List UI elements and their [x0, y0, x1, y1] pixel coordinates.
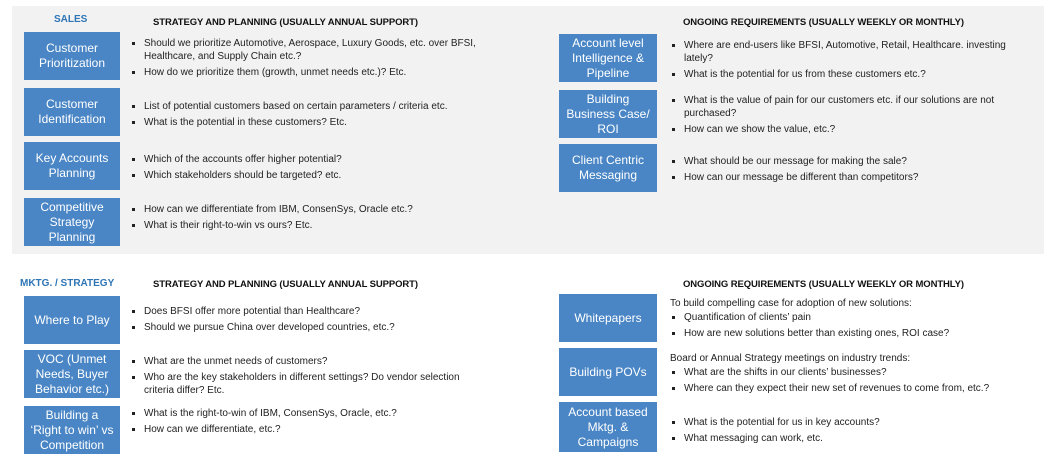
bullet-item: List of potential customers based on certain parameters / criteria etc.: [130, 100, 510, 113]
bullet-item: What are the shifts in our clients’ businesses?: [670, 366, 1032, 379]
bullet-item: What is the right-to-win of IBM, ConsenSys, Oracle, etc.?: [130, 407, 510, 420]
mktg-ongoing-heading: ONGOING REQUIREMENTS (USUALLY WEEKLY OR MONTHLY): [683, 279, 964, 290]
bullets-client-centric-messaging: [670, 155, 1032, 187]
box-voc: VOC (Unmet Needs, Buyer Behavior etc.): [24, 350, 120, 398]
bullets-building-business-case: [670, 94, 1032, 139]
bullets-customer-prioritization: [130, 37, 490, 82]
section-label-sales: SALES: [54, 14, 88, 25]
bullet-item: How can we differentiate from IBM, ConsenSys, Oracle etc.?: [130, 203, 510, 216]
bullets-key-accounts-planning: [130, 153, 510, 185]
bullet-item: How can we show the value, etc.?: [670, 123, 1032, 136]
bullet-item: Quantification of clients’ pain: [670, 311, 1032, 324]
box-account-based-mktg: Account based Mktg. & Campaigns: [559, 402, 657, 452]
bullet-item: How do we prioritize them (growth, unmet needs etc.)? Etc.: [130, 66, 490, 79]
bullet-item: What are the unmet needs of customers?: [130, 355, 490, 368]
box-right-to-win: Building a ‘Right to win’ vs Competition: [24, 406, 120, 454]
bullet-item: What is the potential for us in key accounts?: [670, 416, 1032, 429]
bullets-whitepapers: [670, 297, 1032, 343]
bullets-customer-identification: [130, 100, 510, 132]
box-account-level-intelligence: Account level Intelligence & Pipeline: [559, 34, 657, 82]
bullets-account-based-mktg: [670, 416, 1032, 448]
box-client-centric-messaging: Client Centric Messaging: [559, 144, 657, 192]
bullet-item: How are new solutions better than existing ones, ROI case?: [670, 327, 1032, 340]
bullet-item: What is the potential for us from these customers etc.?: [670, 68, 1032, 81]
bullet-item: Does BFSI offer more potential than Healthcare?: [130, 305, 510, 318]
bullet-item: How can our message be different than competitors?: [670, 171, 1032, 184]
box-building-povs: Building POVs: [559, 348, 657, 396]
bullet-item: Where can they expect their new set of revenues to come from, etc.?: [670, 382, 1032, 395]
box-whitepapers: Whitepapers: [559, 294, 657, 342]
mktg-strategy-heading: STRATEGY AND PLANNING (USUALLY ANNUAL SUPPORT): [153, 279, 418, 290]
bullet-item: Should we prioritize Automotive, Aerospace, Luxury Goods, etc. over BFSI, Healthcare, and Supply Chain etc.?: [130, 37, 490, 63]
bullet-item: Who are the key stakeholders in different settings? Do vendor selection criteria differ? Etc.: [130, 371, 490, 397]
bullets-right-to-win: [130, 407, 510, 439]
box-building-business-case: Building Business Case/ ROI: [559, 90, 657, 138]
bullets-where-to-play: [130, 305, 510, 337]
sales-ongoing-heading: ONGOING REQUIREMENTS (USUALLY WEEKLY OR MONTHLY): [683, 17, 964, 28]
bullet-item: Which stakeholders should be targeted? etc.: [130, 169, 510, 182]
bullet-item: What is their right-to-win vs ours? Etc.: [130, 219, 510, 232]
bullet-item: How can we differentiate, etc.?: [130, 423, 510, 436]
bullet-item: What is the potential in these customers? Etc.: [130, 116, 510, 129]
box-customer-prioritization: Customer Prioritization: [24, 32, 120, 80]
bullets-building-povs: [670, 352, 1032, 398]
section-label-mktg: MKTG. / STRATEGY: [20, 278, 115, 289]
bullet-item: Which of the accounts offer higher potential?: [130, 153, 510, 166]
intro-text: To build compelling case for adoption of new solutions:: [670, 298, 912, 309]
bullet-item: What should be our message for making the sale?: [670, 155, 1032, 168]
bullets-competitive-strategy-planning: [130, 203, 510, 235]
bullets-account-level-intelligence: [670, 39, 1032, 84]
bullet-item: Where are end-users like BFSI, Automotive, Retail, Healthcare. investing lately?: [670, 39, 1032, 65]
box-competitive-strategy-planning: Competitive Strategy Planning: [24, 198, 120, 246]
mktg-strategy-panel: [12, 268, 1044, 464]
box-key-accounts-planning: Key Accounts Planning: [24, 142, 120, 190]
bullet-item: What is the value of pain for our customers etc. if our solutions are not purchased?: [670, 94, 1032, 120]
box-customer-identification: Customer Identification: [24, 88, 120, 136]
bullet-item: Should we pursue China over developed countries, etc.?: [130, 321, 510, 334]
bullets-voc: [130, 355, 490, 400]
intro-text: Board or Annual Strategy meetings on industry trends:: [670, 353, 911, 364]
sales-strategy-heading: STRATEGY AND PLANNING (USUALLY ANNUAL SUPPORT): [153, 17, 418, 28]
bullet-item: What messaging can work, etc.: [670, 432, 1032, 445]
box-where-to-play: Where to Play: [24, 296, 120, 344]
sales-panel: [12, 6, 1044, 254]
